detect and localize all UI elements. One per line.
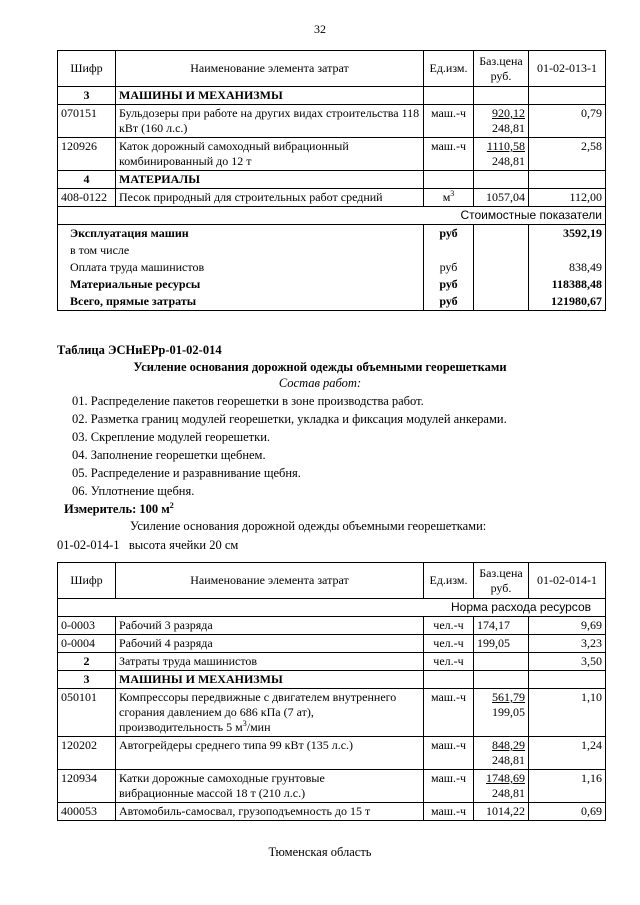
totals-row: Материальные ресурсы руб 118388,48 bbox=[58, 276, 606, 293]
row-name: Рабочий 4 разряда bbox=[116, 635, 424, 653]
row-code: 120934 bbox=[58, 770, 116, 803]
row-value: 3,23 bbox=[529, 635, 606, 653]
totals-row: в том числе bbox=[58, 242, 606, 259]
row-code: 0-0004 bbox=[58, 635, 116, 653]
totals-row: Всего, прямые затраты руб 121980,67 bbox=[58, 293, 606, 311]
totals-row: Оплата труда машинистов руб 838,49 bbox=[58, 259, 606, 276]
row-price: 174,17 bbox=[474, 617, 529, 635]
row-unit: маш.-ч bbox=[424, 770, 474, 803]
norm-header: Норма расхода ресурсов bbox=[58, 599, 606, 617]
row-price: 561,79 bbox=[492, 690, 525, 704]
table-title: Таблица ЭСНиЕРр-01-02-014 bbox=[57, 343, 222, 357]
row-name: Каток дорожный самоходный вибрационный комбинированный до 12 т bbox=[116, 138, 424, 171]
footer-region: Тюменская область bbox=[268, 845, 372, 859]
row-price: 1014,22 bbox=[474, 803, 529, 821]
row-price-labor: 248,81 bbox=[492, 154, 525, 168]
cost-indicators-header: Стоимостные показатели bbox=[58, 207, 606, 225]
row-unit: $м^3$ bbox=[424, 189, 474, 207]
row-unit: маш.-ч bbox=[424, 689, 474, 737]
row-code: 2 bbox=[58, 653, 116, 671]
row-price: 1748,69 bbox=[486, 771, 525, 785]
work-item: 06. Уплотнение щебня. bbox=[72, 484, 195, 498]
row-name: Затраты труда машинистов bbox=[116, 653, 424, 671]
table-row bbox=[58, 770, 606, 803]
page-number: 32 bbox=[314, 22, 326, 36]
table-row bbox=[58, 689, 606, 737]
row-name: Автогрейдеры среднего типа 99 кВт (135 л.с.) bbox=[116, 737, 424, 770]
table-row bbox=[58, 803, 606, 821]
row-value: 0,69 bbox=[529, 803, 606, 821]
row-code: 408-0122 bbox=[58, 189, 116, 207]
row-value: 3,50 bbox=[529, 653, 606, 671]
row-code: 400053 bbox=[58, 803, 116, 821]
section-title: МАШИНЫ И МЕХАНИЗМЫ bbox=[116, 671, 424, 689]
row-price: 1110,58 bbox=[486, 139, 525, 153]
row-value: 2,58 bbox=[529, 138, 606, 171]
table-row bbox=[58, 737, 606, 770]
row-price-labor: 199,05 bbox=[492, 705, 525, 719]
header-code: Шифр bbox=[58, 51, 116, 87]
header-norm: 01-02-013-1 bbox=[529, 51, 606, 87]
table-row bbox=[58, 189, 606, 207]
row-unit: маш.-ч bbox=[424, 737, 474, 770]
row-name: Песок природный для строительных работ средний bbox=[116, 189, 424, 207]
row-unit: маш.-ч bbox=[424, 803, 474, 821]
work-item: 03. Скрепление модулей георешетки. bbox=[72, 430, 271, 444]
table-row bbox=[58, 653, 606, 671]
work-item: 02. Разметка границ модулей георешетки, укладка и фиксация модулей анкерами. bbox=[72, 412, 507, 426]
row-code: 0-0003 bbox=[58, 617, 116, 635]
header-name: Наименование элемента затрат bbox=[116, 563, 424, 599]
row-code: 050101 bbox=[58, 689, 116, 737]
header-price: Баз.цена руб. bbox=[474, 563, 529, 599]
cost-table-2 bbox=[57, 562, 606, 821]
row-unit: маш.-ч bbox=[424, 105, 474, 138]
row-price: 848,29 bbox=[492, 738, 525, 752]
row-unit: маш.-ч bbox=[424, 138, 474, 171]
work-item: 04. Заполнение георешетки щебнем. bbox=[72, 448, 266, 462]
row-name: Катки дорожные самоходные грунтовые вибрационные массой 18 т (210 л.с.) bbox=[116, 770, 424, 803]
table-row bbox=[58, 105, 606, 138]
row-name: Рабочий 3 разряда bbox=[116, 617, 424, 635]
row-price: 1057,04 bbox=[474, 189, 529, 207]
work-item: 05. Распределение и разравнивание щебня. bbox=[72, 466, 301, 480]
meter-label: Измеритель: 100 $м^2$ bbox=[64, 500, 174, 516]
totals-row: Эксплуатация машин руб 3592,19 bbox=[58, 225, 606, 243]
header-unit: Ед.изм. bbox=[424, 563, 474, 599]
row-price-labor: 248,81 bbox=[492, 753, 525, 767]
table-row bbox=[58, 635, 606, 653]
row-name: Автомобиль-самосвал, грузоподъемность до 15 т bbox=[116, 803, 424, 821]
table-row bbox=[58, 138, 606, 171]
section-number: 3 bbox=[58, 671, 116, 689]
table-row bbox=[58, 617, 606, 635]
row-name: Компрессоры передвижные с двигателем внутреннего сгорания давлением до 686 кПа (7 ат), производительность 5 $м^3$/мин bbox=[116, 689, 424, 737]
row-code: 120202 bbox=[58, 737, 116, 770]
cost-table-1 bbox=[57, 50, 606, 311]
row-price-labor: 248,81 bbox=[492, 121, 525, 135]
composition-label: Состав работ: bbox=[278, 376, 362, 390]
header-price: Баз.цена руб. bbox=[474, 51, 529, 87]
row-unit: чел.-ч bbox=[424, 653, 474, 671]
section-number: 4 bbox=[58, 171, 116, 189]
row-code: 120926 bbox=[58, 138, 116, 171]
header-unit: Ед.изм. bbox=[424, 51, 474, 87]
row-value: 112,00 bbox=[529, 189, 606, 207]
section-heading: Усиление основания дорожной одежды объемными георешетками bbox=[133, 360, 507, 374]
header-code: Шифр bbox=[58, 563, 116, 599]
header-name: Наименование элемента затрат bbox=[116, 51, 424, 87]
subheading: Усиление основания дорожной одежды объемными георешетками: bbox=[130, 519, 487, 533]
row-value: 1,10 bbox=[529, 689, 606, 737]
header-norm: 01-02-014-1 bbox=[529, 563, 606, 599]
row-value: 1,24 bbox=[529, 737, 606, 770]
row-value: 9,69 bbox=[529, 617, 606, 635]
row-price: 920,12 bbox=[492, 106, 525, 120]
row-unit: чел.-ч bbox=[424, 635, 474, 653]
work-item: 01. Распределение пакетов георешетки в зоне производства работ. bbox=[72, 394, 424, 408]
row-value: 1,16 bbox=[529, 770, 606, 803]
row-name: Бульдозеры при работе на других видах строительства 118 кВт (160 л.с.) bbox=[116, 105, 424, 138]
row-code: 070151 bbox=[58, 105, 116, 138]
section-title: МАТЕРИАЛЫ bbox=[116, 171, 424, 189]
row-value: 0,79 bbox=[529, 105, 606, 138]
norm-code-line: 01-02-014-1 высота ячейки 20 см bbox=[57, 538, 239, 552]
row-unit: чел.-ч bbox=[424, 617, 474, 635]
section-title: МАШИНЫ И МЕХАНИЗМЫ bbox=[116, 87, 424, 105]
section-number: 3 bbox=[58, 87, 116, 105]
row-price-labor: 248,81 bbox=[492, 786, 525, 800]
row-price: 199,05 bbox=[474, 635, 529, 653]
